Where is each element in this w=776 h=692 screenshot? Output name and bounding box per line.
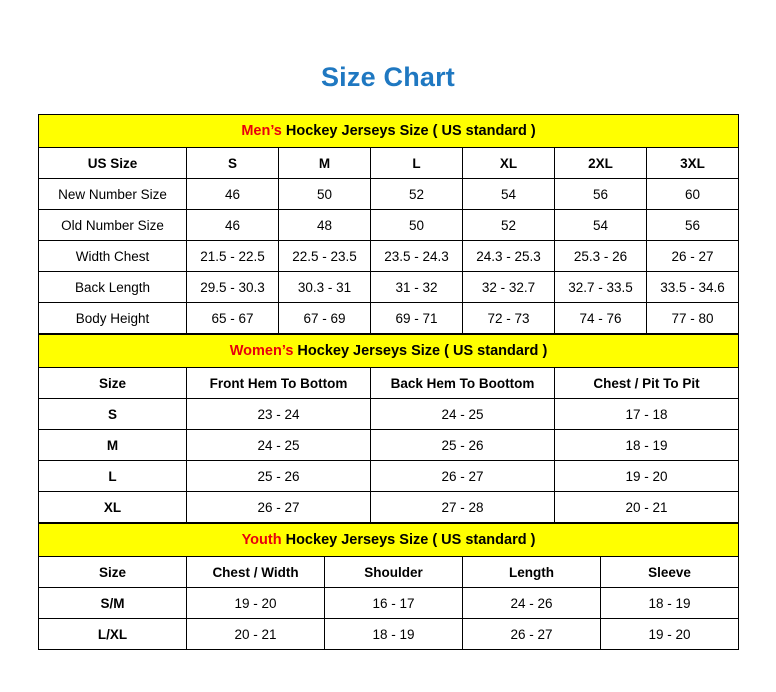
- womens-row-2-cell-2: 19 - 20: [555, 461, 739, 492]
- mens-row-3-cell-4: 32.7 - 33.5: [555, 272, 647, 303]
- youth-band-cell: [39, 524, 739, 557]
- table-row: [39, 179, 739, 210]
- table-row: [39, 210, 739, 241]
- youth-header-0: Size: [39, 557, 187, 588]
- mens-row-3-cell-0: 29.5 - 30.3: [187, 272, 279, 303]
- mens-row-3-cell-2: 31 - 32: [371, 272, 463, 303]
- mens-row-0-cell-5: 60: [647, 179, 739, 210]
- mens-row-2-cell-3: 24.3 - 25.3: [463, 241, 555, 272]
- youth-header-3: Length: [463, 557, 601, 588]
- youth-row-0-label: S/M: [39, 588, 187, 619]
- womens-header-0: Size: [39, 368, 187, 399]
- mens-header-3: L: [371, 148, 463, 179]
- table-header-row: [39, 368, 739, 399]
- womens-row-3-cell-0: 26 - 27: [187, 492, 371, 523]
- table-row: [39, 303, 739, 334]
- table-band-row: [39, 115, 739, 148]
- mens-row-4-cell-1: 67 - 69: [279, 303, 371, 334]
- table-row: [39, 241, 739, 272]
- mens-row-0-cell-0: 46: [187, 179, 279, 210]
- mens-row-0-cell-2: 52: [371, 179, 463, 210]
- mens-row-4-cell-0: 65 - 67: [187, 303, 279, 334]
- mens-row-4-cell-4: 74 - 76: [555, 303, 647, 334]
- mens-row-1-cell-1: 48: [279, 210, 371, 241]
- mens-header-0: US Size: [39, 148, 187, 179]
- womens-row-3-label: XL: [39, 492, 187, 523]
- table-header-row: [39, 557, 739, 588]
- youth-row-0-cell-1: 16 - 17: [325, 588, 463, 619]
- youth-band-accent: Youth: [241, 532, 282, 548]
- mens-row-2-label: Width Chest: [39, 241, 187, 272]
- womens-band-accent: Women’s: [229, 343, 294, 359]
- table-row: [39, 272, 739, 303]
- mens-row-1-cell-4: 54: [555, 210, 647, 241]
- mens-header-2: M: [279, 148, 371, 179]
- womens-row-0-label: S: [39, 399, 187, 430]
- mens-row-1-cell-0: 46: [187, 210, 279, 241]
- womens-row-3-cell-2: 20 - 21: [555, 492, 739, 523]
- table-band-row: [39, 524, 739, 557]
- womens-header-3: Chest / Pit To Pit: [555, 368, 739, 399]
- womens-header-1: Front Hem To Bottom: [187, 368, 371, 399]
- youth-row-1-label: L/XL: [39, 619, 187, 650]
- mens-row-1-cell-5: 56: [647, 210, 739, 241]
- mens-band-rest: Hockey Jerseys Size ( US standard ): [281, 123, 536, 139]
- mens-row-0-cell-1: 50: [279, 179, 371, 210]
- youth-band-rest: Hockey Jerseys Size ( US standard ): [281, 532, 536, 548]
- size-chart-container: [38, 114, 738, 650]
- mens-row-0-cell-4: 56: [555, 179, 647, 210]
- youth-row-0-cell-0: 19 - 20: [187, 588, 325, 619]
- mens-row-3-label: Back Length: [39, 272, 187, 303]
- youth-row-1-cell-0: 20 - 21: [187, 619, 325, 650]
- table-header-row: [39, 148, 739, 179]
- mens-row-1-cell-3: 52: [463, 210, 555, 241]
- mens-header-6: 3XL: [647, 148, 739, 179]
- womens-row-3-cell-1: 27 - 28: [371, 492, 555, 523]
- table-row: [39, 430, 739, 461]
- mens-row-3-cell-1: 30.3 - 31: [279, 272, 371, 303]
- womens-row-2-cell-0: 25 - 26: [187, 461, 371, 492]
- table-row: [39, 399, 739, 430]
- womens-row-1-cell-2: 18 - 19: [555, 430, 739, 461]
- mens-size-table: [38, 114, 739, 334]
- mens-row-4-cell-3: 72 - 73: [463, 303, 555, 334]
- womens-row-1-label: M: [39, 430, 187, 461]
- mens-row-0-label: New Number Size: [39, 179, 187, 210]
- youth-row-0-cell-2: 24 - 26: [463, 588, 601, 619]
- mens-row-3-cell-3: 32 - 32.7: [463, 272, 555, 303]
- table-row: [39, 461, 739, 492]
- youth-row-1-cell-1: 18 - 19: [325, 619, 463, 650]
- mens-row-2-cell-2: 23.5 - 24.3: [371, 241, 463, 272]
- table-band-row: [39, 335, 739, 368]
- mens-header-4: XL: [463, 148, 555, 179]
- table-row: [39, 588, 739, 619]
- table-row: [39, 492, 739, 523]
- mens-row-2-cell-0: 21.5 - 22.5: [187, 241, 279, 272]
- womens-band-rest: Hockey Jerseys Size ( US standard ): [293, 343, 548, 359]
- youth-header-1: Chest / Width: [187, 557, 325, 588]
- mens-row-2-cell-1: 22.5 - 23.5: [279, 241, 371, 272]
- mens-row-0-cell-3: 54: [463, 179, 555, 210]
- youth-row-1-cell-3: 19 - 20: [601, 619, 739, 650]
- mens-row-4-cell-2: 69 - 71: [371, 303, 463, 334]
- womens-row-0-cell-2: 17 - 18: [555, 399, 739, 430]
- mens-row-3-cell-5: 33.5 - 34.6: [647, 272, 739, 303]
- mens-row-1-cell-2: 50: [371, 210, 463, 241]
- womens-header-2: Back Hem To Boottom: [371, 368, 555, 399]
- womens-row-0-cell-0: 23 - 24: [187, 399, 371, 430]
- mens-row-4-label: Body Height: [39, 303, 187, 334]
- youth-size-table: [38, 523, 739, 650]
- mens-row-1-label: Old Number Size: [39, 210, 187, 241]
- mens-header-5: 2XL: [555, 148, 647, 179]
- womens-row-1-cell-0: 24 - 25: [187, 430, 371, 461]
- youth-header-2: Shoulder: [325, 557, 463, 588]
- womens-band-cell: [39, 335, 739, 368]
- table-row: [39, 619, 739, 650]
- mens-row-2-cell-5: 26 - 27: [647, 241, 739, 272]
- mens-row-4-cell-5: 77 - 80: [647, 303, 739, 334]
- youth-header-4: Sleeve: [601, 557, 739, 588]
- youth-row-0-cell-3: 18 - 19: [601, 588, 739, 619]
- mens-header-1: S: [187, 148, 279, 179]
- mens-band-accent: Men’s: [241, 123, 282, 139]
- mens-band-cell: [39, 115, 739, 148]
- womens-size-table: [38, 334, 739, 523]
- page-title: Size Chart: [320, 62, 456, 92]
- womens-row-2-label: L: [39, 461, 187, 492]
- womens-row-2-cell-1: 26 - 27: [371, 461, 555, 492]
- womens-row-1-cell-1: 25 - 26: [371, 430, 555, 461]
- mens-row-2-cell-4: 25.3 - 26: [555, 241, 647, 272]
- youth-row-1-cell-2: 26 - 27: [463, 619, 601, 650]
- womens-row-0-cell-1: 24 - 25: [371, 399, 555, 430]
